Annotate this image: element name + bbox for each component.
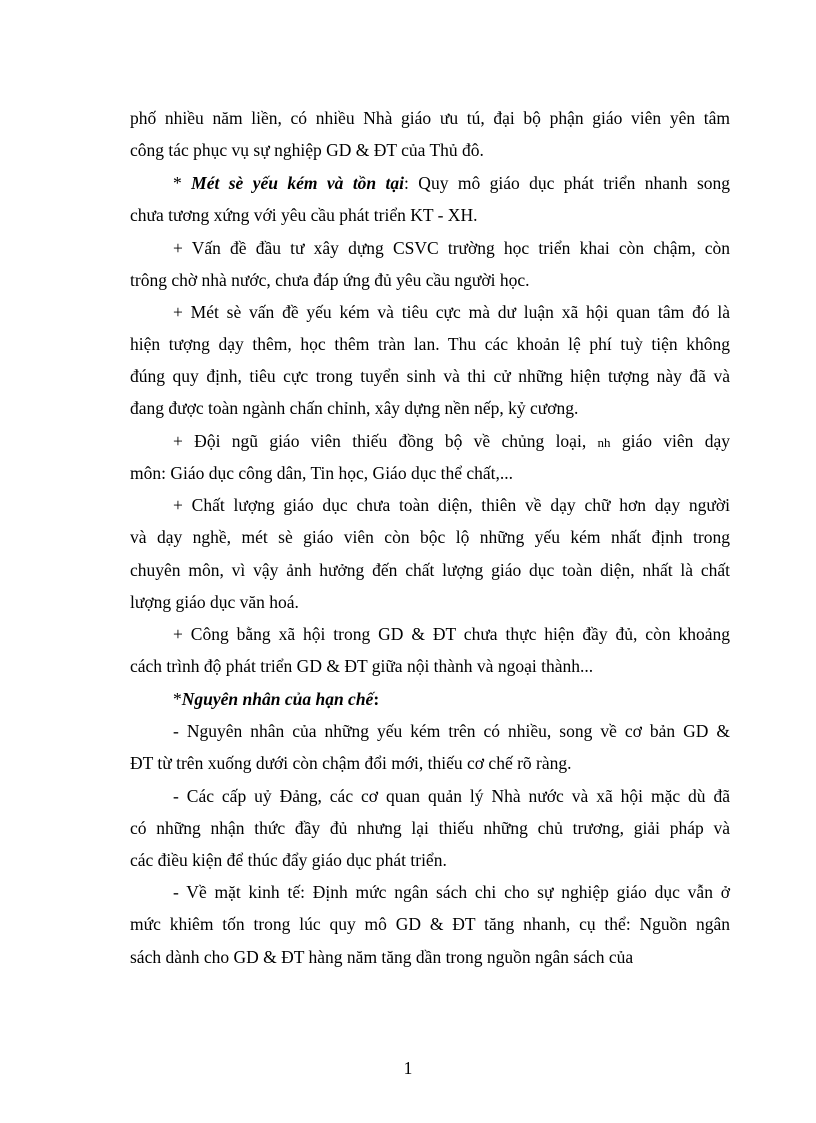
text-line: mức khiêm tốn trong lúc quy mô GD & ĐT tăng nhanh, cụ thể: Nguồn ngân: [130, 914, 730, 934]
text-line: + Công bằng xã hội trong GD & ĐT chưa thực hiện đầy đủ, còn khoảng: [173, 624, 730, 644]
section-heading-weaknesses: Mét sè yếu kém và tồn tại: [191, 173, 405, 193]
text-line: hiện tượng dạy thêm, học thêm tràn lan. Thu các khoản lệ phí tuỳ tiện không: [130, 334, 730, 354]
text-line: đang được toàn ngành chấn chỉnh, xây dựng nền nếp, kỷ cương.: [130, 398, 579, 418]
text-line: + Chất lượng giáo dục chưa toàn diện, thiên về dạy chữ hơn dạy người: [173, 495, 730, 515]
text-line: lượng giáo dục văn hoá.: [130, 592, 299, 612]
text-line: + Mét sè vấn đề yếu kém và tiêu cực mà dư luận xã hội quan tâm đó là: [173, 302, 730, 322]
heading-suffix: :: [373, 689, 380, 709]
text-line: công tác phục vụ sự nghiệp GD & ĐT của Thủ đô.: [130, 140, 484, 160]
text-line: và dạy nghề, mét sè giáo viên còn bộc lộ những yếu kém nhất định trong: [130, 527, 730, 547]
heading-prefix: *: [173, 173, 192, 193]
text-line: + Vấn đề đầu tư xây dựng CSVC trường học triển khai còn chậm, còn: [173, 238, 730, 258]
text-line: - Các cấp uỷ Đảng, các cơ quan quản lý Nhà nước và xã hội mặc dù đã: [173, 786, 730, 806]
text-line: các điều kiện để thúc đẩy giáo dục phát triển.: [130, 850, 447, 870]
section-heading-causes: Nguyên nhân của hạn chế: [181, 689, 374, 709]
text-fragment: giáo viên dạy: [621, 431, 731, 451]
text-line: có những nhận thức đầy đủ nhưng lại thiếu những chủ trương, giải pháp và: [130, 818, 730, 838]
text-line: ĐT từ trên xuống dưới còn chậm đổi mới, thiếu cơ chế rõ ràng.: [130, 753, 572, 773]
heading-rest: : Quy mô giáo dục phát triển nhanh song: [404, 173, 730, 193]
text-line: trông chờ nhà nước, chưa đáp ứng đủ yêu cầu người học.: [130, 270, 530, 290]
text-line: [173, 430, 730, 454]
paragraph-heading-line: [173, 172, 730, 194]
text-line: cách trình độ phát triển GD & ĐT giữa nội thành và ngoại thành...: [130, 656, 594, 676]
text-line: - Về mặt kinh tế: Định mức ngân sách chi cho sự nghiệp giáo dục vẫn ở: [173, 882, 730, 902]
text-line: chuyên môn, vì vậy ảnh hưởng đến chất lượng giáo dục toàn diện, nhất là chất: [130, 560, 730, 580]
text-line: môn: Giáo dục công dân, Tin học, Giáo dục thể chất,...: [130, 463, 513, 483]
page-number: 1: [403, 1058, 413, 1078]
text-line: phố nhiều năm liền, có nhiều Nhà giáo ưu tú, đại bộ phận giáo viên yên tâm: [130, 108, 730, 128]
text-line: sách dành cho GD & ĐT hàng năm tăng dần trong nguồn ngân sách của: [130, 947, 634, 967]
text-line: đúng quy định, tiêu cực trong tuyển sinh và thi cử những hiện tượng này đã và: [130, 366, 730, 386]
text-fragment: + Đội ngũ giáo viên thiếu đồng bộ về chủng loại,: [173, 431, 587, 451]
paragraph-heading-line: [173, 688, 379, 710]
heading-prefix: *: [173, 689, 182, 709]
text-line: chưa tương xứng với yêu cầu phát triển KT - XH.: [130, 205, 478, 225]
text-fragment-small: nh: [597, 435, 611, 450]
text-line: - Nguyên nhân của những yếu kém trên có nhiều, song về cơ bản GD &: [173, 721, 730, 741]
